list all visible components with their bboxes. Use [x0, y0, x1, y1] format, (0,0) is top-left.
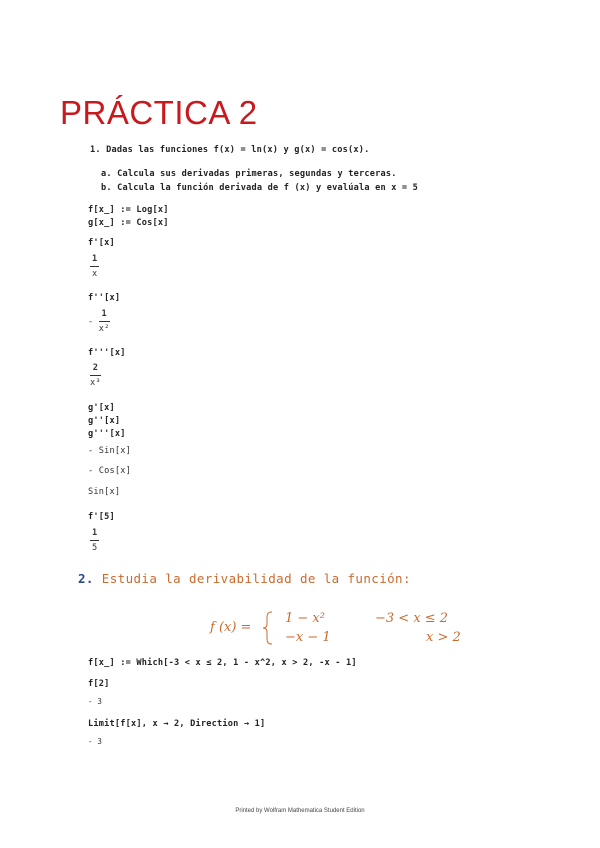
- negative-sign: -: [88, 317, 94, 327]
- output-g-second: - Cos[x]: [88, 466, 131, 476]
- fraction-denominator: x³: [90, 378, 101, 388]
- fraction-numerator: 1: [99, 309, 110, 322]
- exercise-2-text: Estudia la derivabilidad de la función:: [101, 571, 411, 586]
- exercise-1-item-a: a. Calcula sus derivadas primeras, segundas y terceras.: [101, 169, 397, 179]
- output-f-prime: [90, 254, 99, 279]
- input-f-second[interactable]: f''[x]: [88, 293, 121, 303]
- piecewise-lhs: f (x) =: [210, 620, 252, 635]
- page-title: PRÁCTICA 2: [60, 94, 258, 131]
- fraction-denominator: x: [92, 269, 98, 279]
- input-f-prime-at-5[interactable]: f'[5]: [88, 512, 115, 522]
- piece-1-condition: −3 < x ≤ 2: [375, 611, 449, 626]
- output-f-second: [88, 309, 110, 334]
- fraction-denominator: 5: [92, 543, 98, 553]
- input-define-g[interactable]: g[x_] := Cos[x]: [88, 218, 169, 228]
- fraction-numerator: 2: [90, 363, 101, 376]
- output-g-prime: - Sin[x]: [88, 446, 131, 456]
- output-f-third: [90, 363, 101, 388]
- output-g-third: Sin[x]: [88, 487, 121, 497]
- exercise-2-heading: [78, 571, 411, 586]
- input-f-prime[interactable]: f'[x]: [88, 238, 115, 248]
- input-f-at-2[interactable]: f[2]: [88, 679, 110, 689]
- fraction-numerator: 1: [90, 528, 99, 541]
- input-g-prime[interactable]: g'[x]: [88, 403, 115, 413]
- output-limit: - 3: [88, 737, 103, 746]
- piece-2-condition: x > 2: [426, 630, 461, 645]
- piece-2-expression: −x − 1: [285, 630, 331, 645]
- exercise-1-statement: 1. Dadas las funciones f(x) = ln(x) y g(x) = cos(x).: [90, 145, 370, 155]
- input-define-f[interactable]: f[x_] := Log[x]: [88, 205, 169, 215]
- input-g-third[interactable]: g'''[x]: [88, 429, 126, 439]
- output-f-at-2: - 3: [88, 697, 103, 706]
- exercise-1-item-b: b. Calcula la función derivada de f (x) y evalúala en x = 5: [101, 183, 419, 193]
- input-f-third[interactable]: f'''[x]: [88, 348, 126, 358]
- input-limit[interactable]: Limit[f[x], x → 2, Direction → 1]: [88, 719, 266, 729]
- fraction-denominator: x²: [98, 324, 110, 334]
- fraction-numerator: 1: [90, 254, 99, 267]
- exercise-2-number: 2.: [78, 571, 94, 586]
- print-footer: Printed by Wolfram Mathematica Student Edition: [235, 808, 365, 814]
- input-g-second[interactable]: g''[x]: [88, 416, 121, 426]
- input-define-piecewise[interactable]: f[x_] := Which[-3 < x ≤ 2, 1 - x^2, x > 2, -x - 1]: [88, 658, 357, 668]
- output-f-prime-at-5: [90, 528, 99, 553]
- piece-1-expression: 1 − x²: [285, 611, 325, 626]
- piecewise-brace-icon: [262, 610, 274, 646]
